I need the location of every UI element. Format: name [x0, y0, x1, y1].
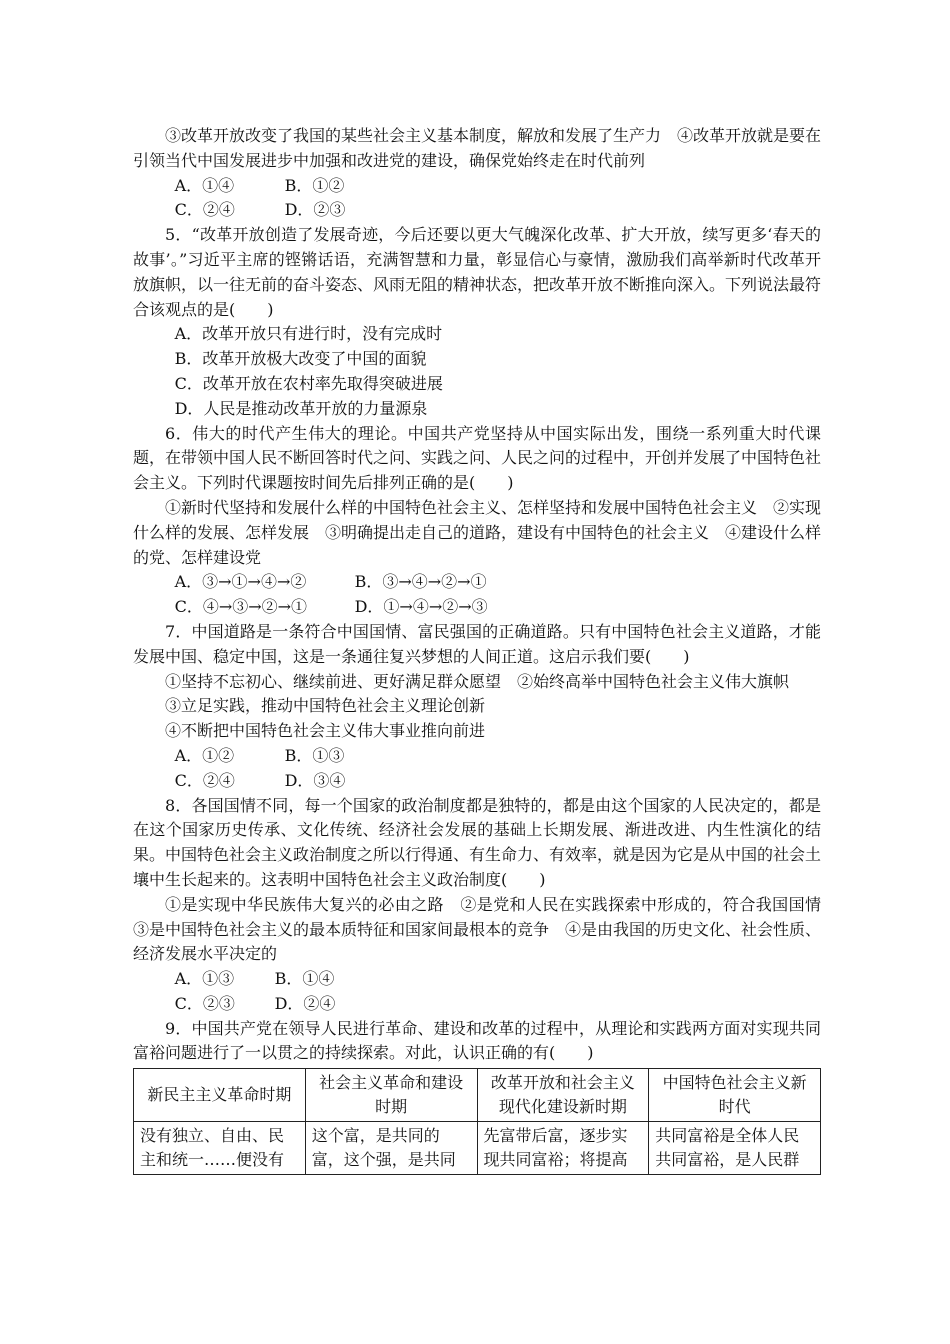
q4-option-c: C．②④	[174, 200, 235, 220]
table-header-cell: 社会主义革命和建设时期	[305, 1069, 477, 1122]
q6-options-row1	[133, 570, 821, 595]
q7-item-4: ④不断把中国特色社会主义伟大事业推向前进	[165, 721, 486, 741]
q6-stem: 6．伟大的时代产生伟大的理论。中国共产党坚持从中国实际出发，围绕一系列重大时代课题，在带领中国人民不断回答时代之问、实践之问、人民之问的过程中，开创并发展了中国特色社会主义。下列时代课题按时间先后排列正确的是( )	[133, 423, 822, 493]
table-cell: 这个富，是共同的富，这个强，是共同	[305, 1122, 477, 1175]
q7-option-d: D．③④	[284, 770, 346, 790]
q6-items: ①新时代坚持和发展什么样的中国特色社会主义、怎样坚持和发展中国特色社会主义 ②实现什么样的发展、怎样发展 ③明确提出走自己的道路，建设有中国特色的社会主义 ④建设什么样的党、怎样建设党	[133, 497, 822, 567]
q7-options-row2	[133, 769, 821, 794]
q8-option-d: D．②④	[274, 993, 336, 1013]
q7-option-b: B．①③	[284, 745, 345, 765]
q9-stem: 9．中国共产党在领导人民进行革命、建设和改革的过程中，从理论和实践两方面对实现共同富裕问题进行了一以贯之的持续探索。对此，认识正确的有( )	[133, 1018, 821, 1063]
q8-option-a: A．①③	[174, 969, 235, 989]
q5-option-b: B．改革开放极大改变了中国的面貌	[174, 349, 427, 369]
q8-items: ①是实现中华民族伟大复兴的必由之路 ②是党和人民在实践探索中形成的，符合我国国情 ③是中国特色社会主义的最本质特征和国家间最根本的竞争 ④是由我国的历史文化、社会性质、经济发展水平决定的	[133, 894, 838, 964]
q7-option-a: A．①②	[174, 745, 235, 765]
table-cell: 没有独立、自由、民主和统一……便没有	[134, 1122, 306, 1175]
q7-options-row1	[133, 744, 821, 769]
q8-stem: 8．各国国情不同，每一个国家的政治制度都是独特的，都是由这个国家的人民决定的，都是在这个国家历史传承、文化传统、经济社会发展的基础上长期发展、渐进改进、内生性演化的结果。中国特色社会主义政治制度之所以行得通、有生命力、有效率，就是因为它是从中国的社会土壤中生长起来的。这表明中国特色社会主义政治制度( )	[133, 795, 822, 889]
q6-option-c: C．④→③→②→①	[174, 597, 308, 617]
q5-stem: 5．“改革开放创造了发展奇迹，今后还要以更大气魄深化改革、扩大开放，续写更多‘春天的故事’。”习近平主席的铿锵话语，充满智慧和力量，彰显信心与豪情，激励我们高举新时代改革开放旗帜，以一往无前的奋斗姿态、风雨无阻的精神状态，把改革开放不断推向深入。下列说法最符合该观点的是( )	[133, 225, 822, 319]
q6-option-d: D．①→④→②→③	[354, 597, 488, 617]
table-cell: 先富带后富，逐步实现共同富裕；将提高	[477, 1122, 649, 1175]
q9-table	[133, 1068, 821, 1175]
q4-item-3-4: ③改革开放改变了我国的某些社会主义基本制度，解放和发展了生产力 ④改革开放就是要在引领当代中国发展进步中加强和改进党的建设，确保党始终走在时代前列	[133, 126, 822, 170]
q4-option-b: B．①②	[284, 175, 345, 195]
q5-option-c: C．改革开放在农村率先取得突破进展	[174, 373, 443, 393]
q4-option-d: D．②③	[284, 200, 346, 220]
q4-option-a: A．①④	[174, 175, 235, 195]
table-header-cell: 新民主主义革命时期	[134, 1069, 306, 1122]
document-page	[133, 124, 838, 1175]
q5-option-a: A．改革开放只有进行时，没有完成时	[174, 324, 443, 344]
q6-options-row2	[133, 595, 821, 620]
table-header-cell: 中国特色社会主义新时代	[649, 1069, 821, 1122]
q4-options-row2	[133, 198, 821, 223]
table-header-row	[134, 1069, 821, 1122]
q5-option-d: D．人民是推动改革开放的力量源泉	[174, 398, 428, 418]
q7-items-1-2: ①坚持不忘初心、继续前进、更好满足群众愿望 ②始终高举中国特色社会主义伟大旗帜	[165, 671, 790, 691]
q8-options-row1	[133, 967, 821, 992]
q7-stem: 7．中国道路是一条符合中国国情、富民强国的正确道路。只有中国特色社会主义道路，才能发展中国、稳定中国，这是一条通往复兴梦想的人间正道。这启示我们要( )	[133, 621, 821, 666]
q7-item-3: ③立足实践，推动中国特色社会主义理论创新	[165, 696, 486, 716]
q6-option-a: A．③→①→④→②	[174, 572, 307, 592]
q4-options-row1	[133, 174, 821, 199]
table-cell: 共同富裕是全体人民共同富裕，是人民群	[649, 1122, 821, 1175]
table-row	[134, 1122, 821, 1175]
q8-options-row2	[133, 992, 821, 1017]
q8-option-b: B．①④	[274, 969, 335, 989]
q6-option-b: B．③→④→②→①	[354, 572, 487, 592]
q8-option-c: C．②③	[174, 993, 235, 1013]
q7-option-c: C．②④	[174, 770, 235, 790]
table-header-cell: 改革开放和社会主义现代化建设新时期	[477, 1069, 649, 1122]
